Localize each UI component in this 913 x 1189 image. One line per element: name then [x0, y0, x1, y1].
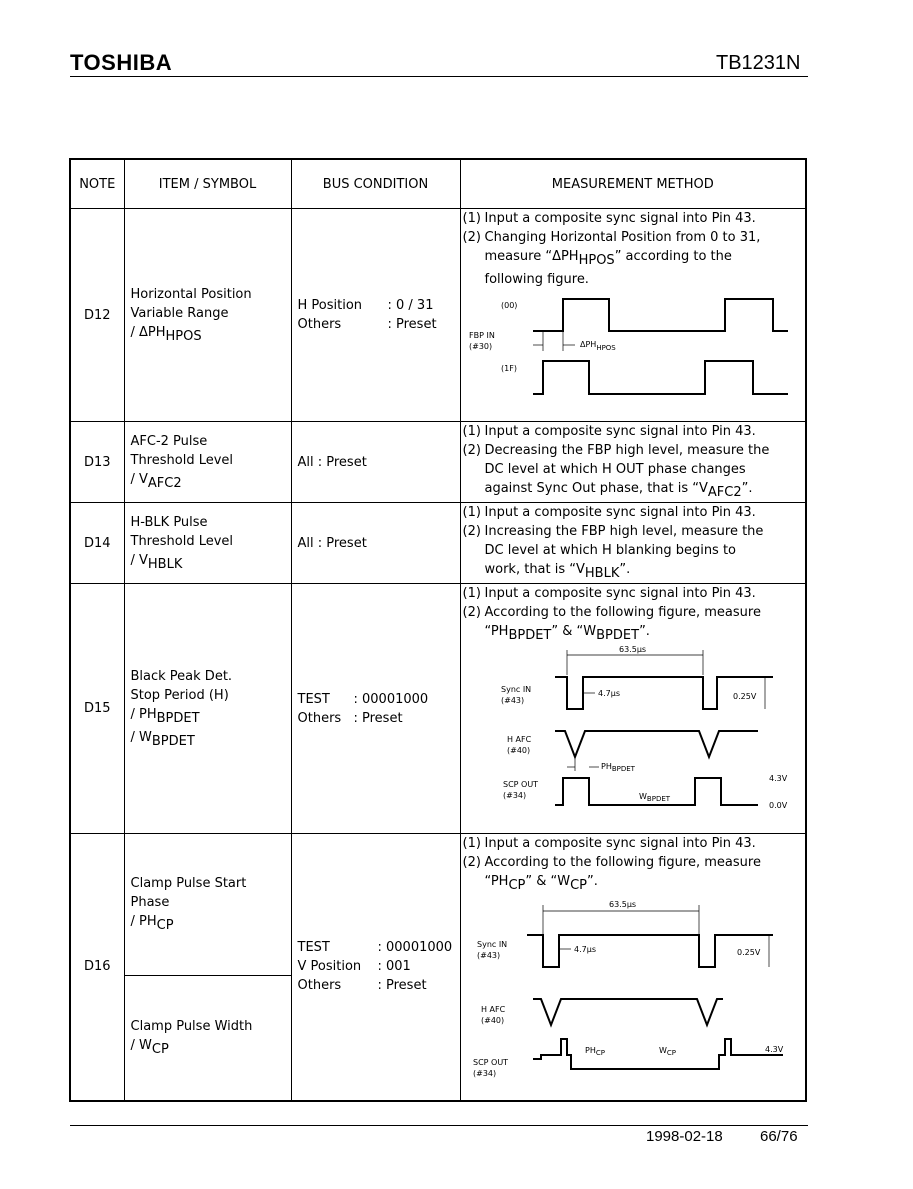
item-d16-clamp-start — [124, 834, 291, 976]
item-d15 — [124, 584, 291, 834]
label-period: 63.5μs — [608, 900, 636, 909]
method-d14: (1) Input a composite sync signal into Pin 43. (2) Increasing the FBP high level, measure the DC level at which H blanking begins to work, that is “$V_{HBLK}$”. — [460, 503, 806, 584]
label-sync-in: Sync IN — [500, 685, 531, 694]
item-text: Clamp Pulse Start — [130, 876, 247, 891]
label-h-afc: H AFC — [506, 735, 531, 744]
method-sub: HPOS — [578, 253, 615, 268]
wave-h-afc — [555, 731, 758, 757]
label-sync-in: Sync IN — [476, 940, 507, 949]
method-sub: AFC2 — [707, 485, 742, 500]
label-pin34: (#34) — [502, 791, 526, 800]
item-symbol: / PH — [130, 706, 157, 722]
bus-key: V Position — [297, 959, 362, 975]
label-scp-out: SCP OUT — [472, 1058, 508, 1067]
table-row-d15 — [70, 584, 806, 834]
label-pin34: (#34) — [472, 1069, 496, 1078]
item-symbol: / V — [130, 471, 148, 487]
method-step: ” & “W — [525, 874, 571, 889]
item-symbol-sub: BPDET — [156, 710, 200, 726]
bus-d14: All : Preset — [291, 503, 460, 584]
waveform-d16 — [463, 895, 803, 1085]
label-0-25v: 0.25V — [736, 948, 760, 957]
item-d16-clamp-width — [124, 976, 291, 1101]
bus-d13: All : Preset — [291, 422, 460, 503]
bus-d16 — [291, 834, 460, 1101]
item-text: Horizontal Position — [130, 286, 252, 302]
method-step: measure “ΔPH — [484, 249, 579, 264]
item-symbol-sub: HPOS — [165, 328, 202, 344]
method-step: ”. — [639, 624, 650, 639]
note-d15: D15 — [70, 584, 124, 834]
method-step: Input a composite sync signal into Pin 43. — [484, 424, 756, 439]
method-step: Increasing the FBP high level, measure the — [484, 524, 764, 539]
table-header-row — [70, 159, 806, 209]
item-d14 — [124, 503, 291, 584]
bus-key: TEST — [297, 691, 330, 707]
method-sub: CP — [570, 878, 588, 893]
method-step: ”. — [587, 874, 598, 889]
bus-key: Others — [297, 317, 342, 332]
bus-value: : 0 / 31 — [387, 298, 434, 313]
footer-date: 1998-02-18 — [646, 1128, 723, 1145]
label-4-3v: 4.3V — [764, 1045, 783, 1054]
bus-key: H Position — [297, 298, 363, 313]
item-text: Clamp Pulse Width — [130, 1018, 253, 1034]
item-text: AFC-2 Pulse — [130, 433, 208, 449]
label-w-cp: WCP — [658, 1046, 676, 1057]
label-ph-cp: PHCP — [584, 1046, 605, 1057]
method-step: Input a composite sync signal into Pin 43. — [484, 836, 756, 851]
label-4-3v: 4.3V — [768, 774, 787, 783]
method-d13: (1) Input a composite sync signal into Pin 43. (2) Decreasing the FBP high level, measure the DC level at which H OUT phase changes against Sync Out phase, that is “$V_{AFC2}$”. — [460, 422, 806, 503]
item-symbol: / V — [130, 552, 148, 568]
header-method: MEASUREMENT METHOD — [460, 159, 806, 209]
footer-page: 66/76 — [760, 1128, 798, 1145]
label-ph-bpdet: PHBPDET — [600, 762, 635, 773]
method-step: ” according to the — [614, 249, 732, 264]
wave-00 — [533, 299, 788, 331]
label-4-7us: 4.7μs — [573, 945, 596, 954]
method-step: work, that is “V — [484, 562, 585, 577]
table-row-d12 — [70, 209, 806, 422]
bus-value: : 001 — [377, 959, 411, 975]
bus-key: Others — [297, 978, 342, 994]
header-bus: BUS CONDITION — [291, 159, 460, 209]
item-symbol: / W — [130, 729, 152, 745]
label-4-7us: 4.7μs — [597, 689, 620, 698]
waveform-d15 — [463, 645, 803, 815]
method-step: ” & “W — [551, 624, 597, 639]
method-step: “PH — [484, 874, 509, 889]
item-symbol-sub: CP — [156, 918, 174, 933]
label-pin30: (#30) — [468, 342, 492, 351]
item-d12 — [124, 209, 291, 422]
item-text: Phase — [130, 895, 170, 910]
part-number: TB1231N — [716, 52, 801, 74]
item-symbol: / ΔPH — [130, 324, 166, 340]
waveform-d12 — [463, 289, 803, 409]
method-sub: BPDET — [596, 628, 640, 643]
bus-value: : Preset — [387, 317, 437, 332]
label-1f: (1F) — [500, 364, 517, 373]
item-text: Threshold Level — [130, 533, 234, 549]
bus-d15 — [291, 584, 460, 834]
item-text: Threshold Level — [130, 452, 234, 468]
method-step: following figure. — [484, 272, 589, 287]
table-row-d13 — [70, 422, 806, 503]
method-step: against Sync Out phase, that is “V — [484, 481, 708, 496]
method-sub: BPDET — [508, 628, 552, 643]
measurement-table — [69, 158, 807, 1102]
table-row-d14 — [70, 503, 806, 584]
item-symbol-sub: AFC2 — [147, 475, 182, 491]
label-period: 63.5μs — [618, 645, 646, 654]
note-d12: D12 — [70, 209, 124, 422]
method-step: DC level at which H blanking begins to — [484, 543, 737, 558]
label-scp-out: SCP OUT — [502, 780, 538, 789]
item-text: Variable Range — [130, 305, 229, 321]
item-symbol-sub: HBLK — [147, 556, 183, 572]
label-pin43: (#43) — [500, 696, 524, 705]
method-step: Input a composite sync signal into Pin 43. — [484, 211, 756, 226]
label-h-afc: H AFC — [480, 1005, 505, 1014]
note-d13: D13 — [70, 422, 124, 503]
note-d14: D14 — [70, 503, 124, 584]
item-text: Stop Period (H) — [130, 687, 229, 703]
method-d15: (1) Input a composite sync signal into Pin 43. (2) According to the following figure, measure “$PH_{BPDET}$” & “$W_{BPDET}$”. 63.5μs Sync IN (#43) 4.7μs 0.25V H AFC (#40) PHBPDET SCP OUT (#34) WBPDET 4.3V 0.0V — [460, 584, 806, 834]
item-symbol-sub: CP — [151, 1041, 169, 1057]
bus-value: : 00001000 — [377, 940, 453, 956]
method-step: ”. — [619, 562, 631, 577]
wave-1f — [533, 361, 788, 394]
header-item: ITEM / SYMBOL — [124, 159, 291, 209]
bus-value: : Preset — [353, 710, 403, 726]
method-d12: (1) Input a composite sync signal into Pin 43. (2) Changing Horizontal Position from 0 to 31, measure “$\Delta PH_{HPOS}$” according to the following figure. (00) FBP IN (#30) ΔPHHPOS (1F) — [460, 209, 806, 422]
method-sub: CP — [508, 878, 526, 893]
label-fbp-in: FBP IN — [468, 331, 495, 340]
method-step: According to the following figure, measure — [484, 605, 761, 620]
method-step: DC level at which H OUT phase changes — [484, 462, 746, 477]
label-pin40: (#40) — [480, 1016, 504, 1025]
method-step: Changing Horizontal Position from 0 to 31, — [484, 230, 761, 245]
method-d16: (1) Input a composite sync signal into Pin 43. (2) According to the following figure, measure “$PH_{CP}$” & “$W_{CP}$”. 63.5μs Sync IN (#43) 4.7μs 0.25V H AFC (#40) PHCP WCP SCP OUT (#34) 4.3V — [460, 834, 806, 1101]
header-rule — [70, 76, 808, 77]
item-text: Black Peak Det. — [130, 668, 233, 684]
label-0-25v: 0.25V — [732, 692, 756, 701]
label-00: (00) — [500, 301, 517, 310]
method-step: ”. — [741, 481, 753, 496]
method-step: Input a composite sync signal into Pin 43. — [484, 586, 756, 601]
label-pin40: (#40) — [506, 746, 530, 755]
label-w-bpdet: WBPDET — [638, 792, 670, 803]
method-step: “PH — [484, 624, 509, 639]
header-note: NOTE — [70, 159, 124, 209]
bus-key: TEST — [297, 940, 330, 956]
note-d16: D16 — [70, 834, 124, 1101]
method-sub: HBLK — [584, 566, 620, 581]
item-d13 — [124, 422, 291, 503]
label-dph-hpos: ΔPHHPOS — [579, 340, 616, 352]
method-step: Decreasing the FBP high level, measure the — [484, 443, 770, 458]
method-step: According to the following figure, measure — [484, 855, 761, 870]
method-step: Input a composite sync signal into Pin 43. — [484, 505, 756, 520]
table-row-d16a — [70, 834, 806, 976]
label-pin43: (#43) — [476, 951, 500, 960]
brand-logo: TOSHIBA — [70, 50, 173, 75]
bus-key: Others — [297, 710, 342, 726]
bus-value: : 00001000 — [353, 691, 429, 707]
item-text: H-BLK Pulse — [130, 514, 208, 530]
wave-scp-out — [533, 1039, 783, 1069]
wave-h-afc — [533, 999, 723, 1025]
item-symbol: / PH — [130, 914, 157, 929]
item-symbol-sub: BPDET — [151, 733, 195, 749]
item-symbol: / W — [130, 1037, 152, 1053]
bus-value: : Preset — [377, 978, 427, 994]
bus-d12 — [291, 209, 460, 422]
footer-rule — [70, 1125, 808, 1126]
label-0-0v: 0.0V — [768, 801, 787, 810]
